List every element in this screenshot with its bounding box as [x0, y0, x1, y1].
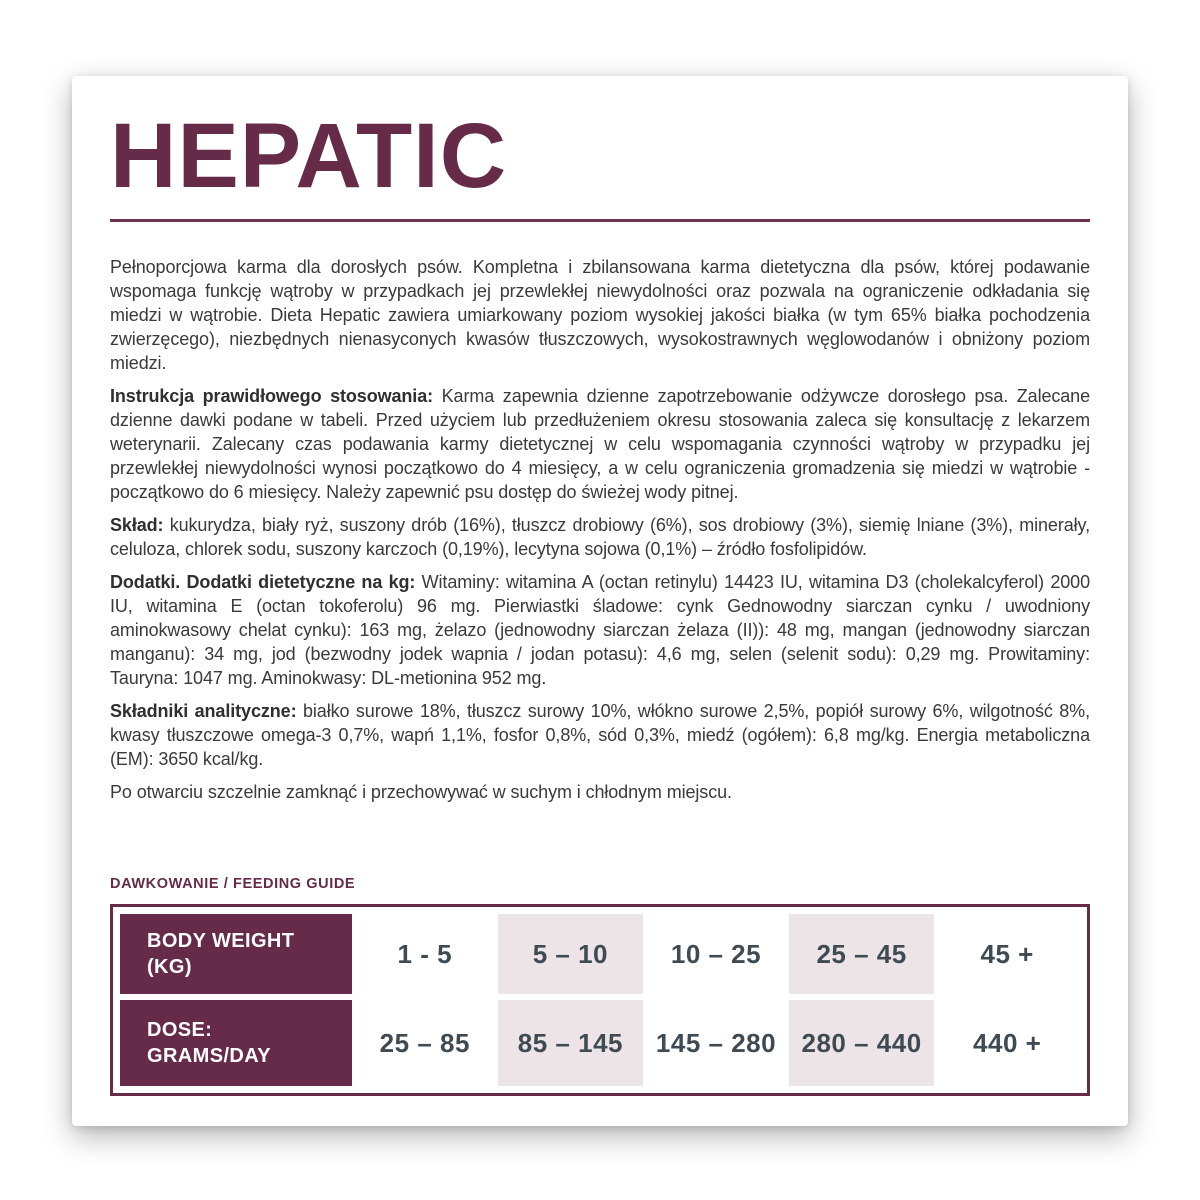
paragraph-text: Witaminy: witamina A (octan retinylu) 14423 IU, witamina D3 (cholekalcyferol) 2000 IU, witamina E (octan tokoferolu) 96 mg. Pierwiastki śladowe: cynk Gednowodny siarczan cynku / uwodniony aminokwasowy chelat cynku): 163 mg, żelazo (jednowodny siarczan żelaza (II)): 48 mg, mangan (jednowodny siarczan manganu): 34 mg, jod (bezwodny jodek wapnia / jodan potasu): 4,6 mg, selen (selenit sodu): 0,29 mg. Prowitaminy: Tauryna: 1047 mg. Aminokwasy: DL-metionina 952 mg.: [110, 572, 1090, 688]
product-title: HEPATIC: [110, 105, 508, 207]
body-weight-value-cell: 1 - 5: [397, 938, 453, 969]
row-header-line: GRAMS/DAY: [147, 1045, 271, 1067]
analytical-components-paragraph: [110, 699, 1090, 771]
row-header-line: DOSE:: [147, 1019, 213, 1041]
storage-paragraph: [110, 780, 1090, 804]
dose-value-cell: 280 – 440: [789, 1000, 935, 1086]
dose-value-cell: 440 +: [973, 1027, 1042, 1058]
usage-instructions-paragraph: [110, 384, 1090, 504]
composition-paragraph: [110, 513, 1090, 561]
body-weight-value-cell: 45 +: [980, 938, 1034, 969]
title-underline: [110, 219, 1090, 222]
paragraph-text: Po otwarciu szczelnie zamknąć i przechowywać w suchym i chłodnym miejscu.: [110, 782, 732, 802]
label-card: [72, 76, 1128, 1126]
paragraph-text: Karma zapewnia dzienne zapotrzebowanie odżywcze dorosłego psa. Zalecane dzienne dawki podane w tabeli. Przed użyciem lub przedłużeniem okresu stosowania zaleca się konsultację z lekarzem weterynarii. Zalecany czas podawania karmy dietetycznej w celu wspomagania czynności wątroby w przypadku jej przewlekłej niewydolności wynosi początkowo do 4 miesięcy, a w celu ograniczenia gromadzenia się miedzi w wątrobie - początkowo do 6 miesięcy. Należy zapewnić psu dostęp do świeżej wody pitnej.: [110, 386, 1091, 502]
paragraph-lead: Dodatki. Dodatki dietetyczne na kg:: [110, 572, 416, 592]
paragraph-lead: Składniki analityczne:: [110, 701, 297, 721]
paragraph-lead: Instrukcja prawidłowego stosowania:: [110, 386, 434, 406]
body-weight-value-cell: 5 – 10: [498, 914, 644, 994]
feeding-guide-table: [110, 904, 1090, 1096]
feeding-guide-heading: DAWKOWANIE / FEEDING GUIDE: [110, 876, 356, 892]
paragraph-text: kukurydza, biały ryż, suszony drób (16%), tłuszcz drobiowy (6%), sos drobiowy (3%), siemię lniane (3%), minerały, celuloza, chlorek sodu, suszony karczoch (0,19%), lecytyna sojowa (0,1%) – źródło fosfolipidów.: [110, 515, 1091, 559]
dose-value-cell: 85 – 145: [498, 1000, 644, 1086]
paragraph-text: białko surowe 18%, tłuszcz surowy 10%, włókno surowe 2,5%, popiół surowy 6%, wilgotność 8%, kwasy tłuszczowe omega-3 0,7%, wapń 1,1%, fosfor 0,8%, sód 0,3%, miedź (ogółem): 6,8 mg/kg. Energia metaboliczna (EM): 3650 kcal/kg.: [110, 701, 1090, 769]
body-weight-row: [120, 914, 1080, 994]
dose-row: [120, 1000, 1080, 1086]
paragraph-lead: Skład:: [110, 515, 164, 535]
description-section: [110, 255, 1090, 804]
row-header-line: BODY WEIGHT: [147, 930, 295, 952]
body-weight-row-header: [120, 914, 352, 994]
dose-value-cell: 145 – 280: [655, 1027, 777, 1058]
dose-value-cell: 25 – 85: [379, 1027, 470, 1058]
additives-paragraph: [110, 570, 1090, 690]
dose-row-header: [120, 1000, 352, 1086]
paragraph-text: Pełnoporcjowa karma dla dorosłych psów. Kompletna i zbilansowana karma dietetyczna dla psów, której podawanie wspomaga funkcję wątroby w przypadkach jej przewlekłej niewydolności oraz pozwala na ograniczenie odkładania się miedzi w wątrobie. Dieta Hepatic zawiera umiarkowany poziom wysokiej jakości białka (w tym 65% białka pochodzenia zwierzęcego), niezbędnych nienasyconych kwasów tłuszczowych, wysokostrawnych węglowodanów i obniżony poziom miedzi.: [110, 257, 1090, 373]
body-weight-value-cell: 25 – 45: [789, 914, 935, 994]
row-header-line: (KG): [147, 956, 192, 978]
body-weight-value-cell: 10 – 25: [670, 938, 762, 969]
intro-paragraph: [110, 255, 1090, 375]
